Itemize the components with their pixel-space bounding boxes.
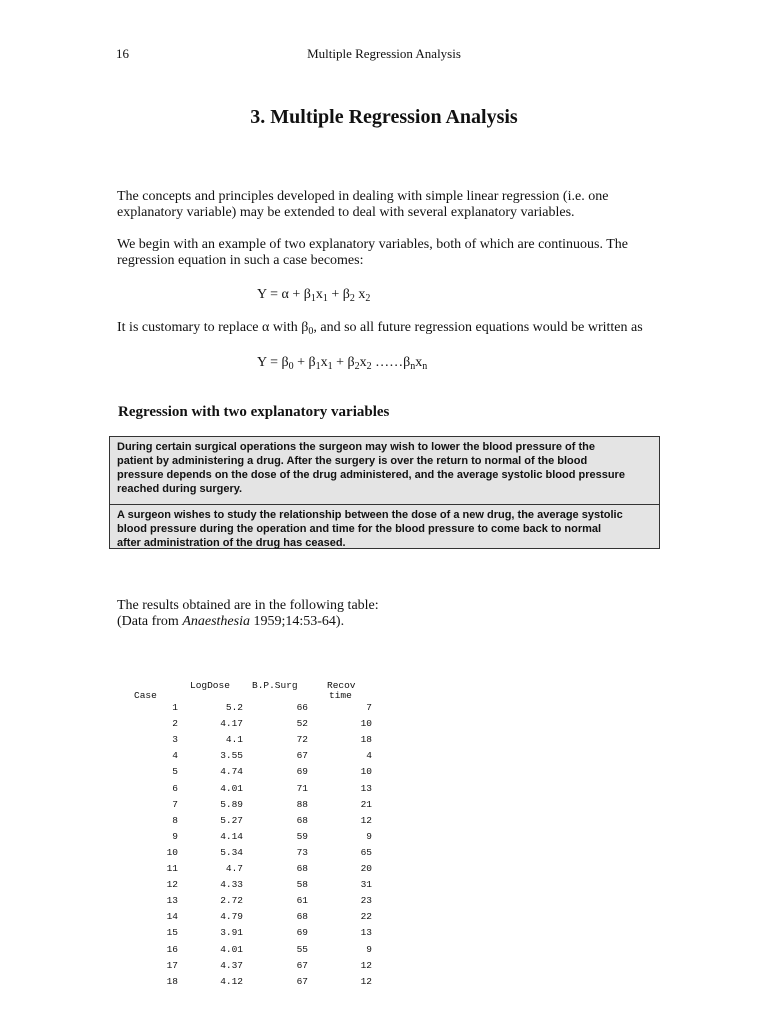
page-number: 16 xyxy=(116,46,129,61)
customary-text-after: , and so all future regression equations would be written as xyxy=(313,320,643,335)
cell-recov-time: 31 xyxy=(360,879,372,891)
cell-bp-surg: 68 xyxy=(296,911,308,923)
customary-beta0-subscript: 0 xyxy=(308,326,314,337)
scenario-box xyxy=(109,436,660,549)
running-header-title: Multiple Regression Analysis xyxy=(307,46,461,61)
column-header-case: Case xyxy=(134,690,157,701)
section-heading: Regression with two explanatory variables xyxy=(118,404,390,420)
cell-case: 10 xyxy=(166,846,178,858)
cell-recov-time: 10 xyxy=(360,718,372,730)
eq2-beta0-subscript: 0 xyxy=(288,361,294,372)
cell-logdose: 4.7 xyxy=(225,863,243,874)
cell-bp-surg: 88 xyxy=(296,798,308,810)
column-header-bp-surg: B.P.Surg xyxy=(252,680,298,691)
eq2-plus-beta2: + β xyxy=(332,355,355,370)
cell-case: 18 xyxy=(166,975,178,987)
citation-prefix: (Data from xyxy=(117,614,183,629)
cell-bp-surg: 68 xyxy=(296,863,308,874)
cell-bp-surg: 69 xyxy=(296,766,308,778)
eq2-x2-subscript: 2 xyxy=(366,361,372,372)
cell-case: 11 xyxy=(166,863,178,874)
cell-bp-surg: 61 xyxy=(296,895,308,907)
regression-equation-two-variables xyxy=(257,287,370,303)
cell-logdose: 4.17 xyxy=(220,718,243,730)
customary-notation-sentence xyxy=(117,320,643,336)
cell-logdose: 4.1 xyxy=(225,734,243,746)
cell-logdose: 4.01 xyxy=(220,782,243,794)
cell-case: 5 xyxy=(172,766,178,778)
cell-bp-surg: 68 xyxy=(296,814,308,826)
cell-logdose: 4.14 xyxy=(220,830,243,842)
cell-recov-time: 22 xyxy=(360,911,372,923)
scenario-p1-line-2: patient by administering a drug. After the surgery is over the return to normal of the blood xyxy=(117,455,588,467)
cell-recov-time: 10 xyxy=(360,766,372,778)
cell-bp-surg: 71 xyxy=(296,782,308,794)
eq2-lhs: Y = β xyxy=(257,355,289,370)
intro-paragraph-1 xyxy=(117,189,608,221)
customary-text-before: It is customary to replace α with β xyxy=(117,320,309,335)
scenario-p1-line-3: pressure depends on the dose of the drug administered, and the average systolic blood pressure xyxy=(117,469,625,481)
scenario-p2-line-3: after administration of the drug has ceased. xyxy=(117,537,346,549)
eq2-beta2-subscript: 2 xyxy=(354,361,360,372)
cell-case: 2 xyxy=(172,718,178,730)
scenario-p2-line-2: blood pressure during the operation and time for the blood pressure to come back to normal xyxy=(117,523,602,535)
cell-recov-time: 7 xyxy=(366,702,372,713)
citation-journal-name: Anaesthesia xyxy=(182,614,250,629)
cell-case: 6 xyxy=(172,782,178,794)
table-row xyxy=(0,815,768,831)
eq2-betan-subscript: n xyxy=(410,361,416,372)
table-row xyxy=(0,944,768,960)
cell-case: 3 xyxy=(172,734,178,746)
eq2-x1-subscript: 1 xyxy=(327,361,333,372)
table-row xyxy=(0,863,768,879)
table-row xyxy=(0,879,768,895)
eq2-xn-subscript: n xyxy=(422,361,428,372)
cell-logdose: 4.37 xyxy=(220,959,243,971)
eq2-beta1-subscript: 1 xyxy=(315,361,321,372)
cell-bp-surg: 55 xyxy=(296,943,308,955)
cell-case: 15 xyxy=(166,927,178,939)
table-row xyxy=(0,750,768,766)
regression-equation-general xyxy=(257,355,427,371)
scenario-p1-line-1: During certain surgical operations the surgeon may wish to lower the blood pressure of the xyxy=(117,441,595,453)
table-row xyxy=(0,766,768,782)
cell-recov-time: 18 xyxy=(360,734,372,746)
eq1-x1-subscript: 1 xyxy=(322,293,328,304)
cell-logdose: 3.91 xyxy=(220,927,243,939)
cell-case: 4 xyxy=(172,750,178,762)
cell-bp-surg: 58 xyxy=(296,879,308,891)
cell-bp-surg: 67 xyxy=(296,959,308,971)
cell-bp-surg: 59 xyxy=(296,830,308,842)
table-row xyxy=(0,718,768,734)
cell-logdose: 5.27 xyxy=(220,814,243,826)
cell-case: 1 xyxy=(172,702,178,713)
cell-logdose: 5.2 xyxy=(225,702,243,713)
table-row xyxy=(0,960,768,976)
scenario-p2-line-1: A surgeon wishes to study the relationship between the dose of a new drug, the average systolic xyxy=(117,509,623,521)
cell-logdose: 4.01 xyxy=(220,943,243,955)
cell-logdose: 4.79 xyxy=(220,911,243,923)
eq1-lhs: Y = α + β xyxy=(257,287,311,302)
eq1-x2: x xyxy=(354,287,366,302)
cell-bp-surg: 69 xyxy=(296,927,308,939)
table-row xyxy=(0,831,768,847)
column-header-logdose: LogDose xyxy=(190,680,230,691)
eq1-x1: x xyxy=(315,287,323,302)
table-row xyxy=(0,976,768,992)
citation-details: 1959;14:53-64). xyxy=(249,614,345,629)
cell-recov-time: 12 xyxy=(360,975,372,987)
cell-case: 12 xyxy=(166,879,178,891)
intro-paragraph-2-line-1: We begin with an example of two explanatory variables, both of which are continuous. The xyxy=(117,237,629,252)
cell-recov-time: 21 xyxy=(360,798,372,810)
cell-logdose: 5.34 xyxy=(220,846,243,858)
cell-case: 17 xyxy=(166,959,178,971)
table-row xyxy=(0,911,768,927)
scenario-divider xyxy=(110,504,659,505)
cell-recov-time: 65 xyxy=(360,846,372,858)
cell-case: 16 xyxy=(166,943,178,955)
table-row xyxy=(0,734,768,750)
table-row xyxy=(0,799,768,815)
eq1-plus-beta2: + β xyxy=(327,287,350,302)
cell-logdose: 5.89 xyxy=(220,798,243,810)
cell-case: 8 xyxy=(172,814,178,826)
cell-recov-time: 23 xyxy=(360,895,372,907)
intro-paragraph-1-line-2: explanatory variable) may be extended to deal with several explanatory variables. xyxy=(117,205,575,220)
cell-bp-surg: 52 xyxy=(296,718,308,730)
column-header-recov: Recov xyxy=(327,680,356,691)
cell-case: 9 xyxy=(172,830,178,842)
cell-case: 7 xyxy=(172,798,178,810)
cell-recov-time: 9 xyxy=(366,830,372,842)
results-source-citation xyxy=(117,614,344,630)
eq1-x2-subscript: 2 xyxy=(365,293,371,304)
eq2-x2: x xyxy=(359,355,367,370)
cell-logdose: 3.55 xyxy=(220,750,243,762)
table-row xyxy=(0,783,768,799)
cell-logdose: 4.33 xyxy=(220,879,243,891)
cell-recov-time: 12 xyxy=(360,814,372,826)
cell-case: 14 xyxy=(166,911,178,923)
cell-bp-surg: 67 xyxy=(296,975,308,987)
eq2-x1: x xyxy=(320,355,328,370)
cell-recov-time: 12 xyxy=(360,959,372,971)
results-intro: The results obtained are in the following table: xyxy=(117,598,379,613)
intro-paragraph-1-line-1: The concepts and principles developed in dealing with simple linear regression (i.e. one xyxy=(117,189,609,204)
eq2-xn: x xyxy=(415,355,423,370)
cell-recov-time: 13 xyxy=(360,927,372,939)
intro-paragraph-2 xyxy=(117,237,628,269)
scenario-p1-line-4: reached during surgery. xyxy=(117,483,243,495)
cell-bp-surg: 67 xyxy=(296,750,308,762)
scenario-paragraph-1 xyxy=(117,440,657,496)
cell-recov-time: 13 xyxy=(360,782,372,794)
eq1-beta1-subscript: 1 xyxy=(310,293,316,304)
cell-logdose: 4.74 xyxy=(220,766,243,778)
eq2-ellipsis-betan: ……β xyxy=(371,355,411,370)
cell-recov-time: 9 xyxy=(366,943,372,955)
eq2-plus-beta1: + β xyxy=(293,355,316,370)
column-header-time: time xyxy=(329,690,352,701)
cell-logdose: 4.12 xyxy=(220,975,243,987)
intro-paragraph-2-line-2: regression equation in such a case becomes: xyxy=(117,253,364,268)
cell-bp-surg: 66 xyxy=(296,702,308,713)
cell-recov-time: 4 xyxy=(366,750,372,762)
cell-logdose: 2.72 xyxy=(220,895,243,907)
scenario-paragraph-2 xyxy=(117,508,657,550)
chapter-title: 3. Multiple Regression Analysis xyxy=(250,106,518,128)
table-row xyxy=(0,927,768,943)
table-row xyxy=(0,847,768,863)
cell-case: 13 xyxy=(166,895,178,907)
table-row xyxy=(0,702,768,718)
eq1-beta2-subscript: 2 xyxy=(349,293,355,304)
cell-bp-surg: 72 xyxy=(296,734,308,746)
cell-bp-surg: 73 xyxy=(296,846,308,858)
cell-recov-time: 20 xyxy=(360,863,372,874)
table-row xyxy=(0,895,768,911)
